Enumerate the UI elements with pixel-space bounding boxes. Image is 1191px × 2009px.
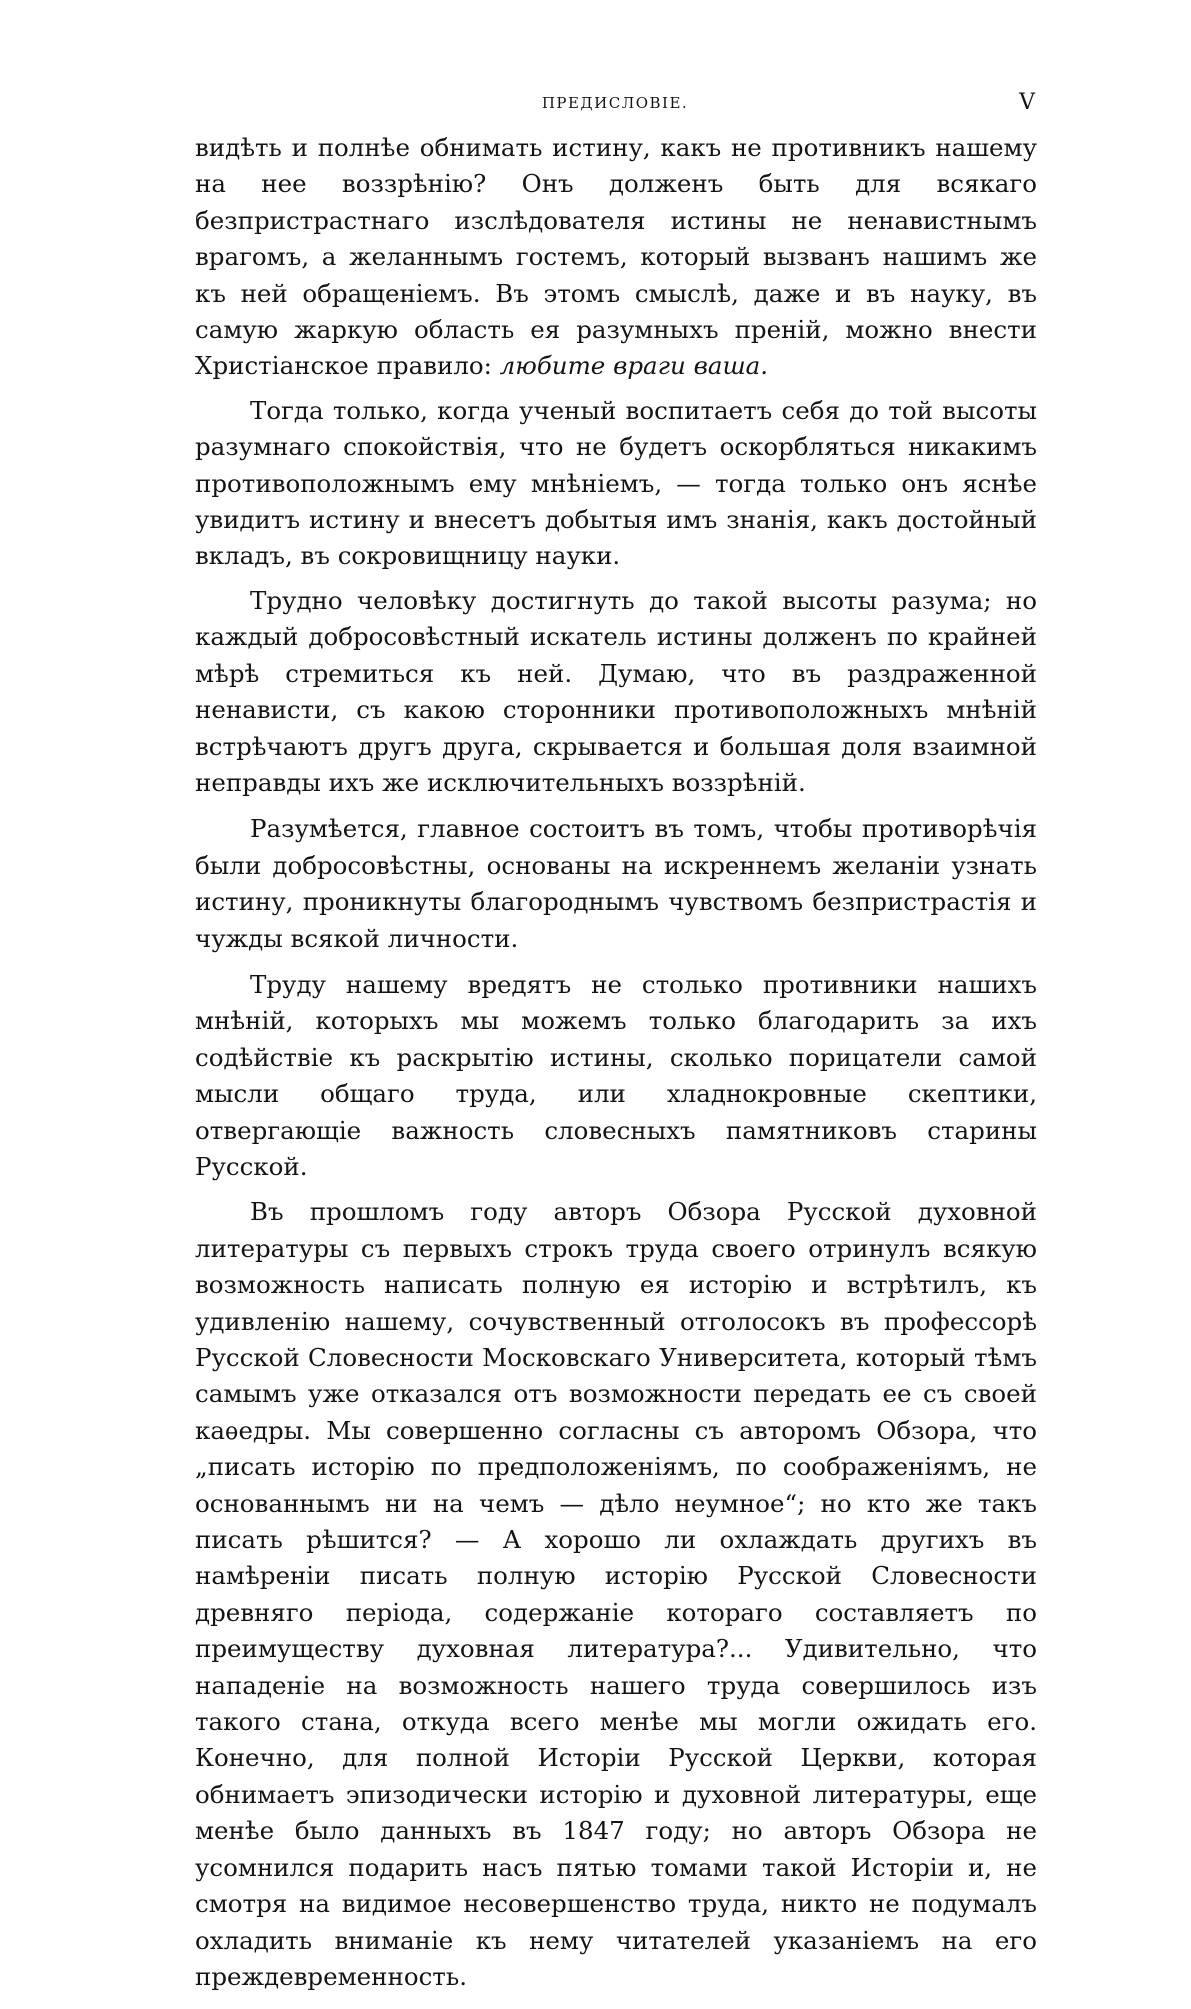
running-title: ПРЕДИСЛОВІЕ. <box>541 94 689 112</box>
paragraph-1-text: видѣть и полнѣе обнимать истину, какъ не противникъ нашему на нее воззрѣнію? Онъ долженъ быть для всякаго безпристрастнаго изслѣдователя истины не ненавистнымъ врагомъ, а желаннымъ гостемъ, который вызванъ нашимъ же къ ней обращеніемъ. Въ этомъ смыслѣ, даже и въ науку, въ самую жаркую область ея разумныхъ преній, можно внести Христіанское правило: <box>195 133 1037 381</box>
paragraph-2: Тогда только, когда ученый воспитаетъ себя до той высоты разумнаго спокойствія, что не будетъ оскорбляться никакимъ противоположнымъ ему мнѣніемъ, — тогда только онъ яснѣе увидитъ истину и внесетъ добытыя имъ знанія, какъ достойный вкладъ, въ сокровищницу науки. <box>195 395 1037 571</box>
running-head <box>195 90 1035 118</box>
paragraph-6: Въ прошломъ году авторъ Обзора Русской духовной литературы съ первыхъ строкъ труда своего отринулъ всякую возможность написать полную ея исторію и встрѣтилъ, къ удивленію нашему, сочувственный отголосокъ въ профессорѣ Русской Словесности Московскаго Университета, который тѣмъ самымъ уже отказался отъ возможности передать ее съ своей каѳедры. Мы совершенно согласны съ авторомъ Обзора, что „писать исторію по предположеніямъ, по соображеніямъ, не основаннымъ ни на чемъ — дѣло неумное“; но кто же такъ писать рѣшится? — А хорошо ли охлаждать другихъ въ намѣреніи писать полную исторію Русской Словесности древняго періода, содержаніе котораго составляетъ по преимуществу духовная литература?... Удивительно, что нападеніе на возможность нашего труда совершилось изъ такого стана, откуда всего менѣе мы могли ожидать его. Конечно, для полной Исторіи Русской Церкви, которая обнимаетъ эпизодически исторію и духовной литературы, еще менѣе было данныхъ въ 1847 году; но авторъ Обзора не усомнился подарить насъ пятью томами такой Исторіи и, не смотря на видимое несовершенство труда, никто не подумалъ охладить вниманіе къ нему читателей указаніемъ на его преждевременность. <box>195 1197 1037 1991</box>
paragraph-3: Трудно человѣку достигнуть до такой высоты разума; но каждый добросовѣстный искатель истины долженъ по крайней мѣрѣ стремиться къ ней. Думаю, что въ раздраженной ненависти, съ какою сторонники противоположныхъ мнѣній встрѣчаютъ другъ друга, скрывается и большая доля взаимной неправды ихъ же исключительныхъ воззрѣній. <box>195 585 1037 797</box>
body-text <box>195 130 1037 2009</box>
page-number: V <box>1019 90 1035 115</box>
paragraph-4: Разумѣется, главное состоитъ въ томъ, чтобы противорѣчія были добросовѣстны, основаны на искреннемъ желаніи узнать истину, проникнуты благороднымъ чувствомъ безпристрастія и чужды всякой личности. <box>195 814 1037 953</box>
paragraph-5: Труду нашему вредятъ не столько противники нашихъ мнѣній, которыхъ мы можемъ только благодарить за ихъ содѣйствіе къ раскрытію истины, сколько порицатели самой мысли общаго труда, или хладнокровные скептики, отвергающіе важность словесныхъ памятниковъ старины Русской. <box>195 969 1037 1181</box>
paragraph-1 <box>195 130 1037 385</box>
paragraph-1-emphasis: любите враги ваша. <box>499 351 769 381</box>
